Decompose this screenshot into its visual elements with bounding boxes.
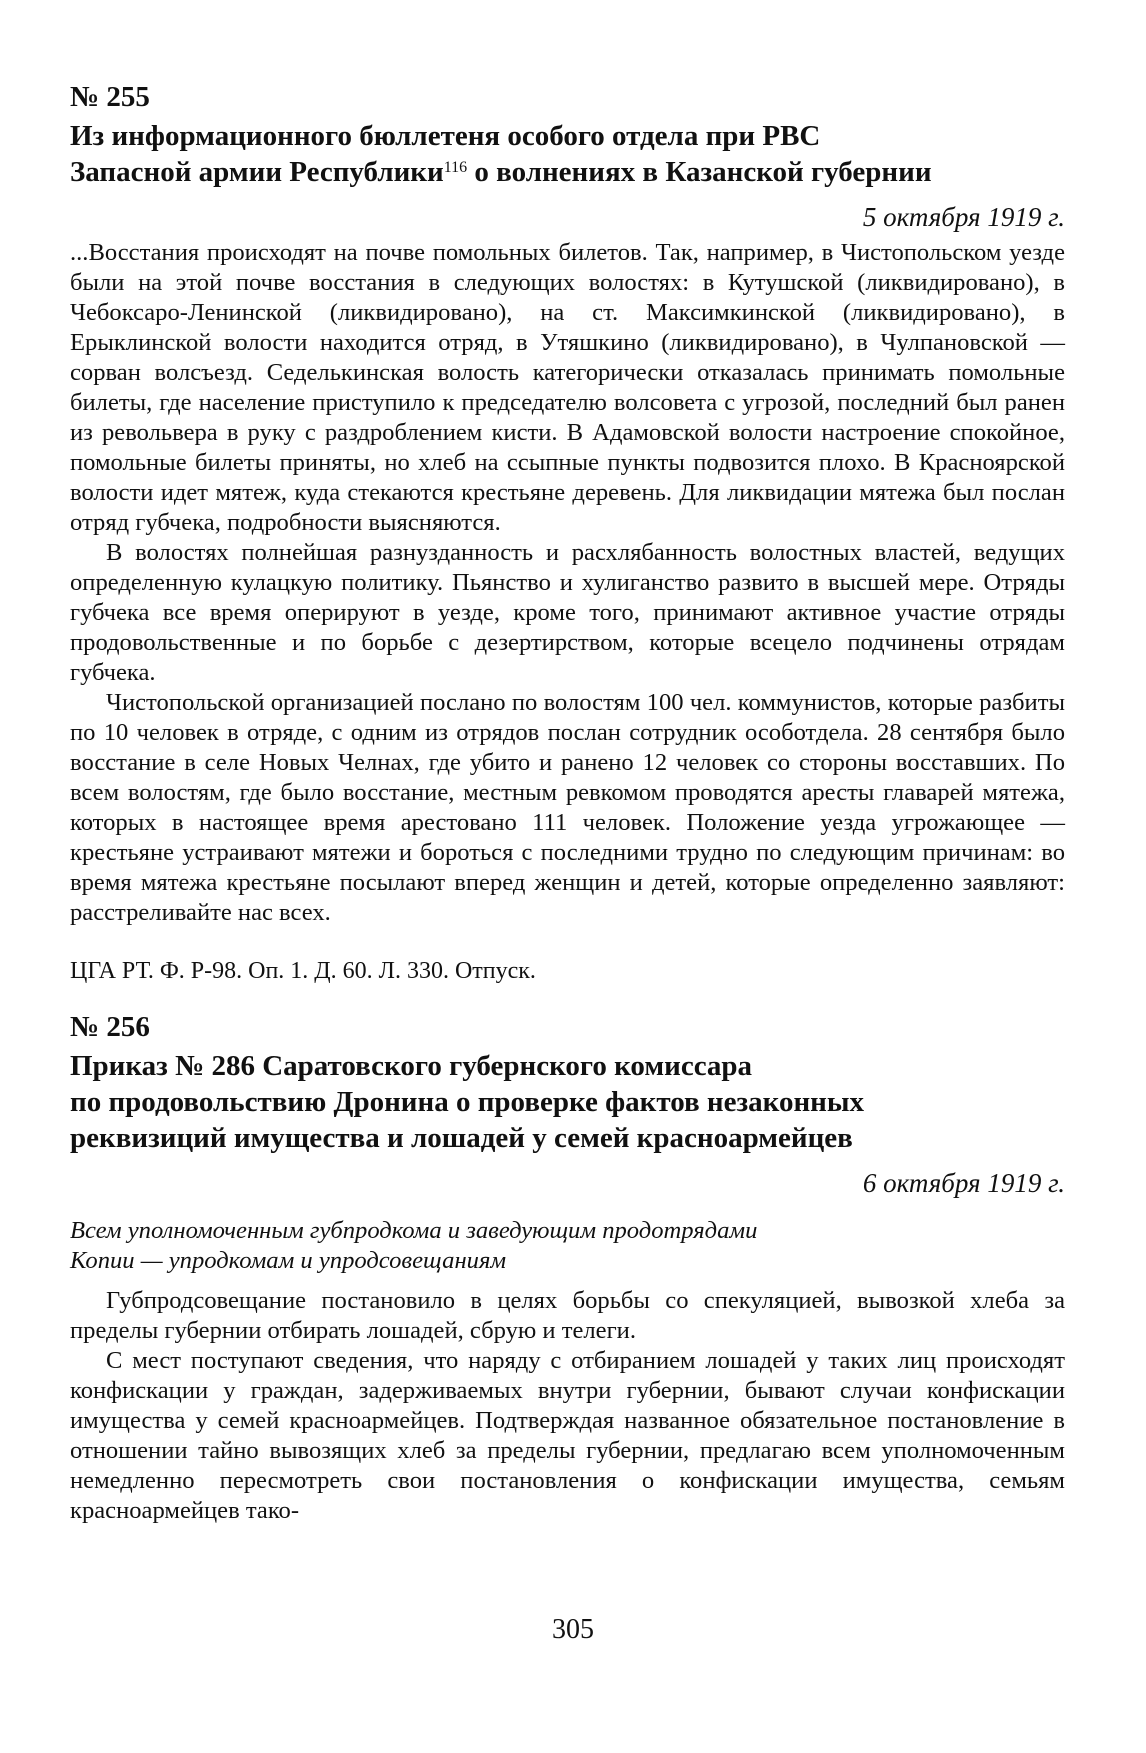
paragraph: С мест поступают сведения, что наряду с отбиранием лошадей у таких лиц происходят конфискации у граждан, задерживаемых внутри губернии, бывают случаи конфискации имущества у семей красноармейцев. Подтверждая названное обязательное постановление в отношении тайно вывозящих хлеб за пределы губернии, предлагаю всем уполномоченным немедленно пересмотреть свои постановления о конфискации имущества, семьям красноармейцев тако- bbox=[70, 1347, 1065, 1524]
title-line-3: реквизиций имущества и лошадей у семей красноармейцев bbox=[70, 1122, 853, 1154]
document-title bbox=[70, 118, 1065, 190]
addressee-block bbox=[70, 1216, 1065, 1276]
paragraph: Губпродсовещание постановило в целях борьбы со спекуляцией, вывозкой хлеба за пределы губернии отбирать лошадей, сбрую и телеги. bbox=[70, 1287, 1065, 1344]
paragraph: Чистопольской организацией послано по волостям 100 чел. коммунистов, которые разбиты по 10 человек в отряде, с одним из отрядов послан сотрудник особотдела. 28 сентября было восстание в селе Новых Челнах, где убито и ранено 12 человек со стороны восставших. По всем волостям, где было восстание, местным ревкомом проводятся аресты главарей мятежа, которых в настоящее время арестовано 111 человек. Положение уезда угрожающее — крестьяне устраивают мятежи и бороться с последними трудно по следующим причинам: во время мятежа крестьяне посылают вперед женщин и детей, которые определенно заявляют: расстреливайте нас всех. bbox=[70, 689, 1065, 926]
document-255 bbox=[70, 80, 1065, 986]
document-date: 6 октября 1919 г. bbox=[862, 1168, 1065, 1198]
title-line-1: Из информационного бюллетеня особого отдела при РВС bbox=[70, 120, 821, 152]
title-line-1: Приказ № 286 Саратовского губернского комиссара bbox=[70, 1050, 753, 1082]
document-date: 5 октября 1919 г. bbox=[862, 202, 1065, 232]
document-title bbox=[70, 1048, 1065, 1156]
addressee-line: Всем уполномоченным губпродкома и заведующим продотрядами bbox=[70, 1217, 758, 1244]
footnote-marker: 116 bbox=[443, 159, 468, 176]
addressee-line: Копии — упродкомам и упродсовещаниям bbox=[70, 1247, 507, 1274]
paragraph: В волостях полнейшая разнузданность и расхлябанность волостных властей, ведущих определенную кулацкую политику. Пьянство и хулиганство развито в высшей мере. Отряды губчека все время оперируют в уезде, кроме того, принимают активное участие отряды продовольственные и по борьбе с дезертирством, которые всецело подчинены отрядам губчека. bbox=[70, 539, 1065, 686]
document-number: № 255 bbox=[70, 81, 150, 113]
page-content bbox=[70, 80, 1065, 1526]
page-number: 305 bbox=[552, 1614, 594, 1645]
title-line-2-start: Запасной армии Республики bbox=[70, 156, 444, 188]
paragraph: ...Восстания происходят на почве помольных билетов. Так, например, в Чистопольском уезде были на этой почве восстания в следующих волостях: в Кутушской (ликвидировано), в Чебоксаро-Ленинской (ликвидировано), на ст. Максимкинской (ликвидировано), в Ерыклинской волости находится отряд, в Утяшкино (ликвидировано), в Чулпановской — сорван волсъезд. Седелькинская волость категорически отказалась принимать помольные билеты, где население приступило к председателю волсовета с угрозой, последний был ранен из револьвера в руку с раздроблением кисти. В Адамовской волости настроение спокойное, помольные билеты приняты, но хлеб на ссыпные пункты подвозится плохо. В Красноярской волости идет мятеж, куда стекаются крестьяне деревень. Для ликвидации мятежа был послан отряд губчека, подробности выясняются. bbox=[70, 239, 1065, 536]
document-256 bbox=[70, 1010, 1065, 1526]
title-line-2-end: о волнениях в Казанской губернии bbox=[467, 156, 932, 188]
document-number: № 256 bbox=[70, 1011, 150, 1043]
archive-source: ЦГА РТ. Ф. Р-98. Оп. 1. Д. 60. Л. 330. Отпуск. bbox=[70, 958, 536, 984]
title-line-2: по продовольствию Дронина о проверке фактов незаконных bbox=[70, 1086, 865, 1118]
